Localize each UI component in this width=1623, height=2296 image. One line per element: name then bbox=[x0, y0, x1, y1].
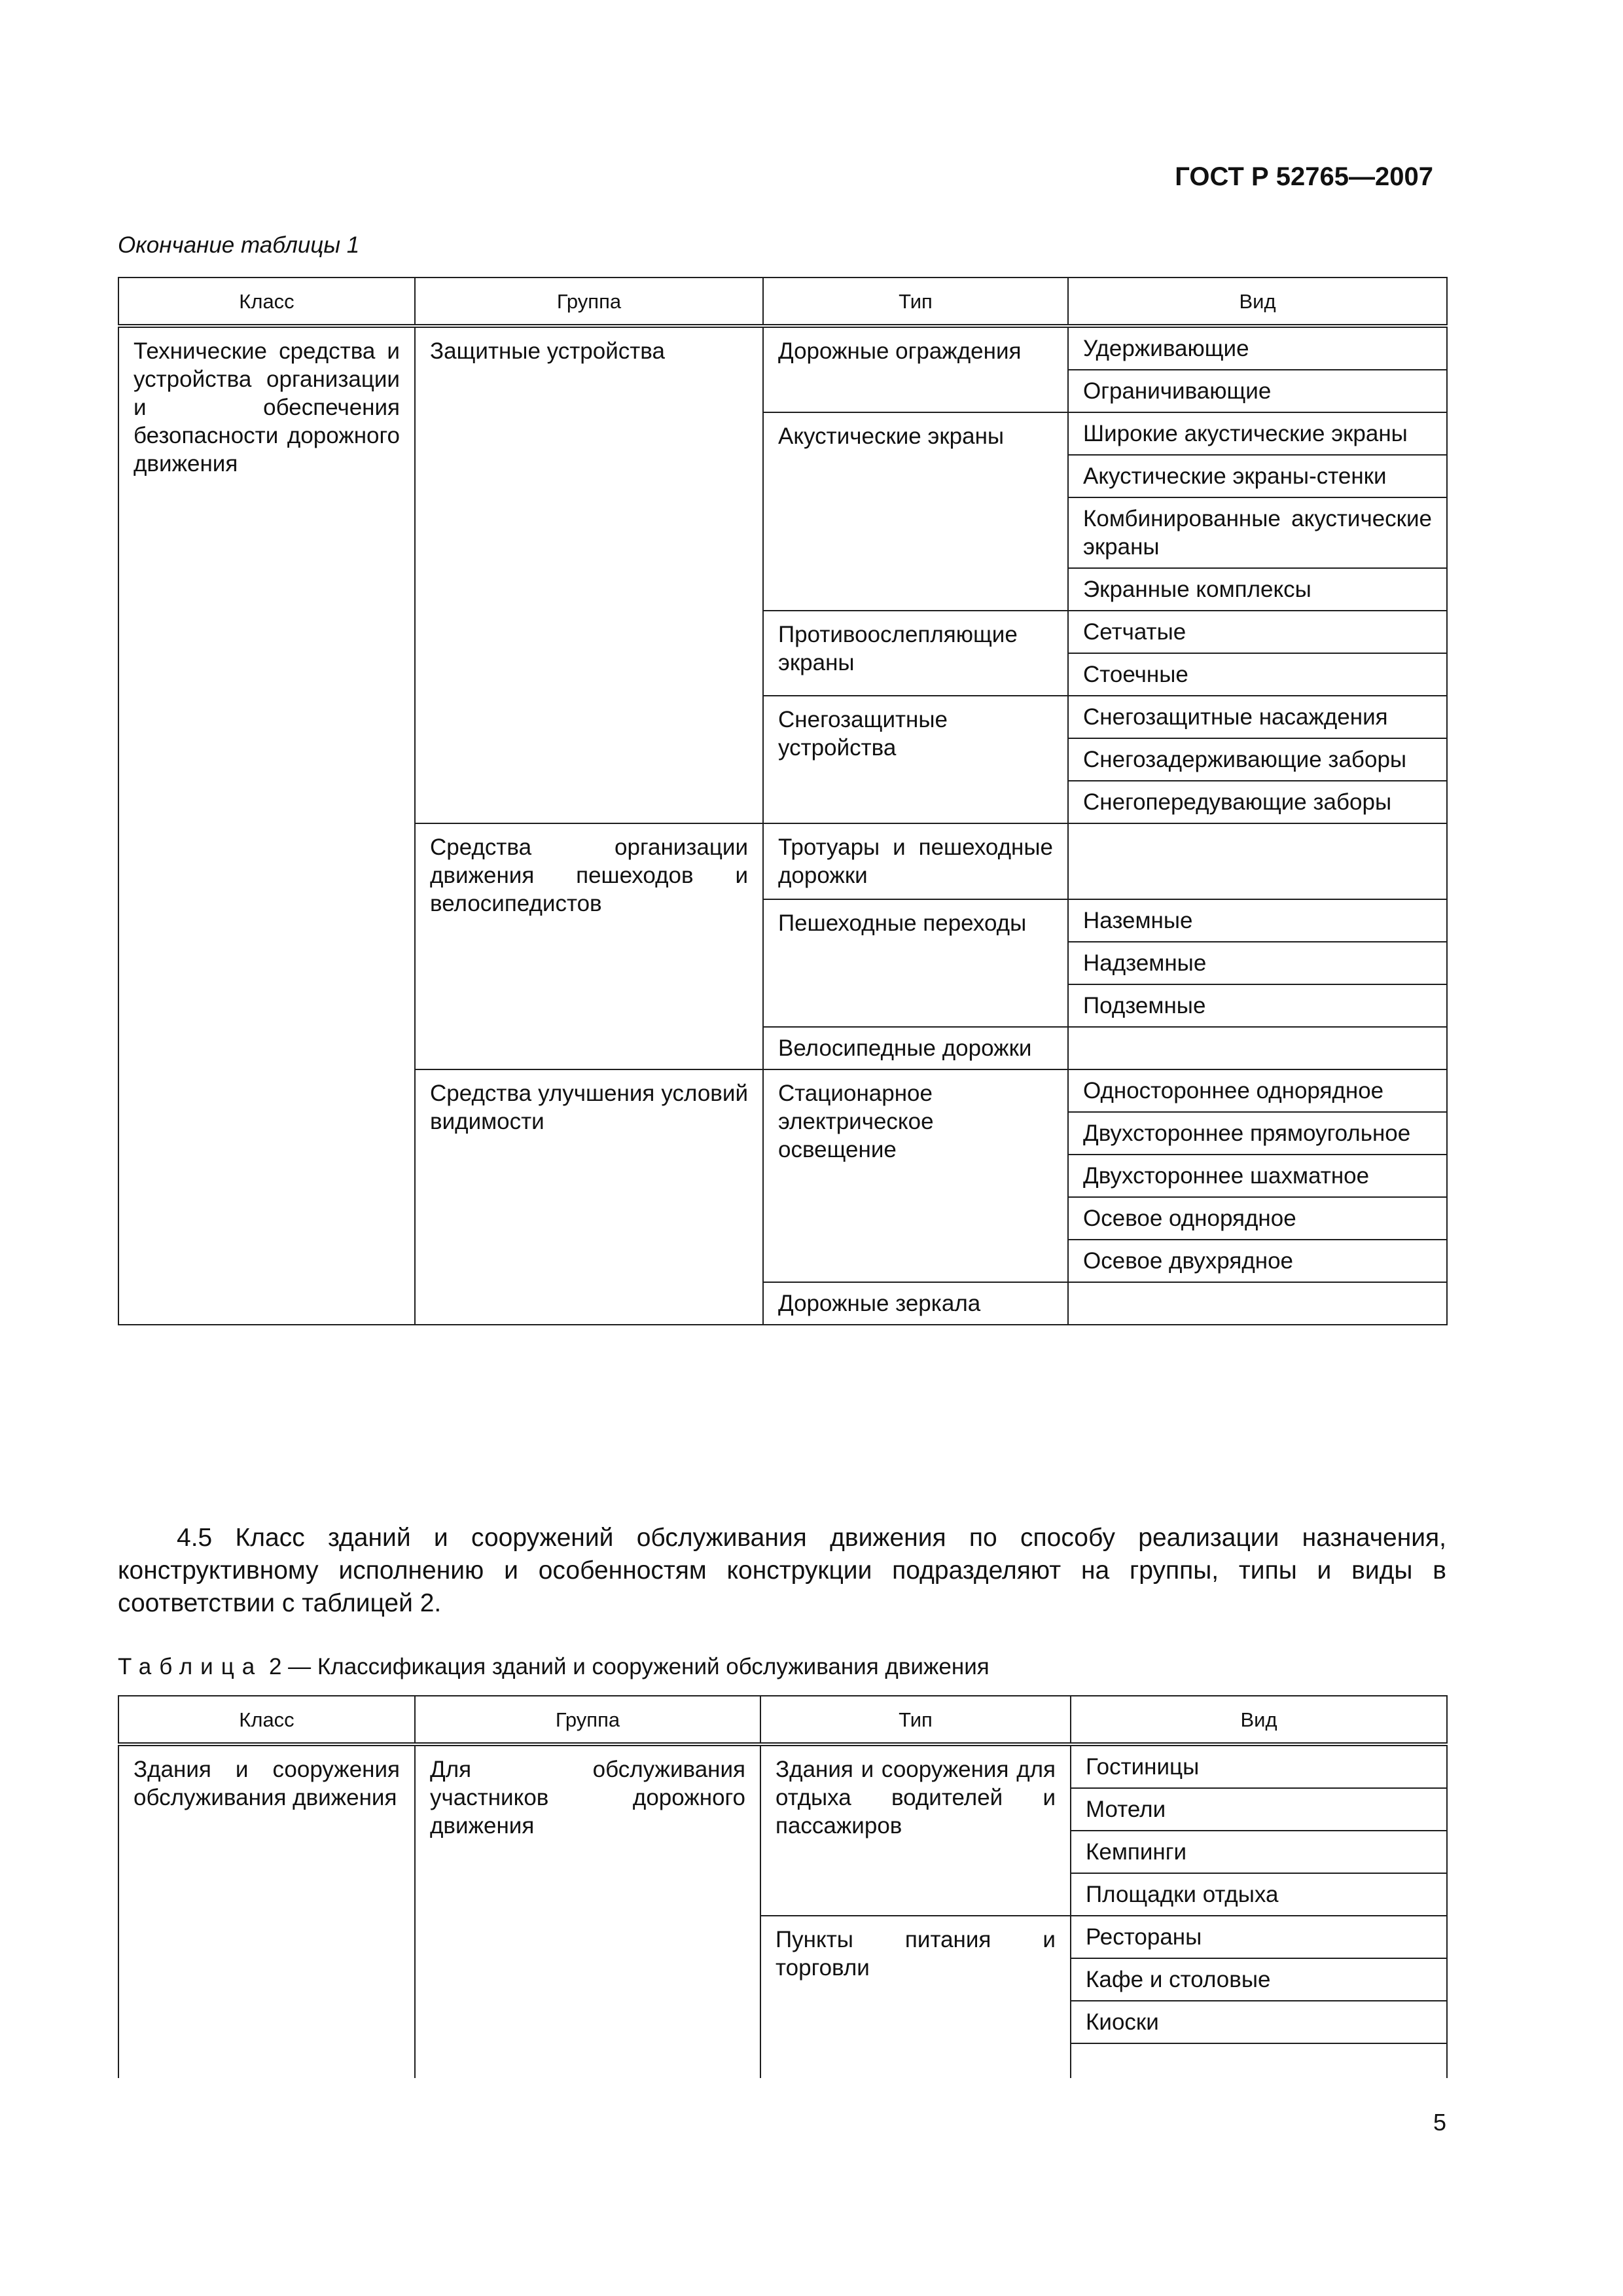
group-cell: Защитные устройства bbox=[415, 326, 763, 823]
type-cell: Пункты питания и торговли bbox=[760, 1916, 1071, 2078]
kind-cell: Кемпинги bbox=[1071, 1831, 1447, 1873]
kind-cell: Гостиницы bbox=[1071, 1744, 1447, 1788]
type-cell: Дорожные ограждения bbox=[763, 326, 1068, 412]
column-header-group: Группа bbox=[415, 278, 763, 326]
class-cell: Здания и сооружения обслуживания движения bbox=[118, 1744, 415, 2078]
kind-cell: Снегозадерживающие заборы bbox=[1068, 738, 1447, 781]
type-cell: Акустические экраны bbox=[763, 412, 1068, 611]
kind-cell: Сетчатые bbox=[1068, 611, 1447, 653]
table-label: Таблица bbox=[118, 1654, 263, 1679]
kind-cell-continued bbox=[1071, 2043, 1447, 2078]
table-row bbox=[118, 1744, 1447, 1788]
kind-cell: Площадки отдыха bbox=[1071, 1873, 1447, 1916]
kind-cell: Снегопередувающие заборы bbox=[1068, 781, 1447, 823]
kind-cell: Комбинированные акустические экраны bbox=[1068, 497, 1447, 568]
table-title: 2 — Классификация зданий и сооружений обслуживания движения bbox=[268, 1654, 990, 1679]
paragraph-text: Класс зданий и сооружений обслуживания движения по способу реализации назначения, конструктивному исполнению и особенностям конструкции подразделяют на группы, типы и виды в соответствии с таблицей 2. bbox=[118, 1524, 1446, 1617]
kind-cell: Акустические экраны-стенки bbox=[1068, 455, 1447, 497]
kind-cell: Осевое однорядное bbox=[1068, 1197, 1447, 1240]
column-header-type: Тип bbox=[763, 278, 1068, 326]
kind-cell: Наземные bbox=[1068, 899, 1447, 942]
type-cell: Тротуары и пешеходные дорожки bbox=[763, 823, 1068, 899]
group-cell: Средства организации движения пешеходов и велосипедистов bbox=[415, 823, 763, 1069]
kind-cell: Удерживающие bbox=[1068, 326, 1447, 370]
kind-cell: Стоечные bbox=[1068, 653, 1447, 696]
page-number: 5 bbox=[1433, 2109, 1446, 2136]
type-cell: Здания и сооружения для отдыха водителей и пассажиров bbox=[760, 1744, 1071, 1916]
document-number: ГОСТ Р 52765—2007 bbox=[1175, 162, 1433, 191]
column-header-kind: Вид bbox=[1071, 1696, 1447, 1744]
column-header-kind: Вид bbox=[1068, 278, 1447, 326]
type-cell: Велосипедные дорожки bbox=[763, 1027, 1068, 1069]
column-header-type: Тип bbox=[760, 1696, 1071, 1744]
type-cell: Противоослепляющие экраны bbox=[763, 611, 1068, 696]
kind-cell: Киоски bbox=[1071, 2001, 1447, 2043]
kind-cell: Снегозащитные насаждения bbox=[1068, 696, 1447, 738]
kind-cell: Осевое двухрядное bbox=[1068, 1240, 1447, 1282]
kind-cell: Надземные bbox=[1068, 942, 1447, 984]
classification-table-2 bbox=[118, 1695, 1448, 2078]
type-cell: Пешеходные переходы bbox=[763, 899, 1068, 1027]
kind-cell: Кафе и столовые bbox=[1071, 1958, 1447, 2001]
kind-cell: Двухстороннее прямоугольное bbox=[1068, 1112, 1447, 1155]
kind-cell: Широкие акустические экраны bbox=[1068, 412, 1447, 455]
kind-cell: Подземные bbox=[1068, 984, 1447, 1027]
kind-cell: Рестораны bbox=[1071, 1916, 1447, 1958]
group-cell: Средства улучшения условий видимости bbox=[415, 1069, 763, 1325]
type-cell: Стационарное электрическое освещение bbox=[763, 1069, 1068, 1282]
table-header-row bbox=[118, 1696, 1447, 1744]
table-continuation-caption: Окончание таблицы 1 bbox=[118, 232, 360, 258]
column-header-group: Группа bbox=[415, 1696, 760, 1744]
class-cell: Технические средства и устройства организации и обеспечения безопасности дорожного движения bbox=[118, 326, 415, 1325]
kind-cell: Одностороннее однорядное bbox=[1068, 1069, 1447, 1112]
type-cell: Дорожные зеркала bbox=[763, 1282, 1068, 1325]
kind-cell: Ограничивающие bbox=[1068, 370, 1447, 412]
column-header-class: Класс bbox=[118, 1696, 415, 1744]
paragraph-number: 4.5 bbox=[177, 1524, 213, 1552]
kind-cell: Мотели bbox=[1071, 1788, 1447, 1831]
group-cell: Для обслуживания участников дорожного движения bbox=[415, 1744, 760, 2078]
kind-cell: Экранные комплексы bbox=[1068, 568, 1447, 611]
type-cell: Снегозащитные устройства bbox=[763, 696, 1068, 823]
column-header-class: Класс bbox=[118, 278, 415, 326]
kind-cell: Двухстороннее шахматное bbox=[1068, 1155, 1447, 1197]
